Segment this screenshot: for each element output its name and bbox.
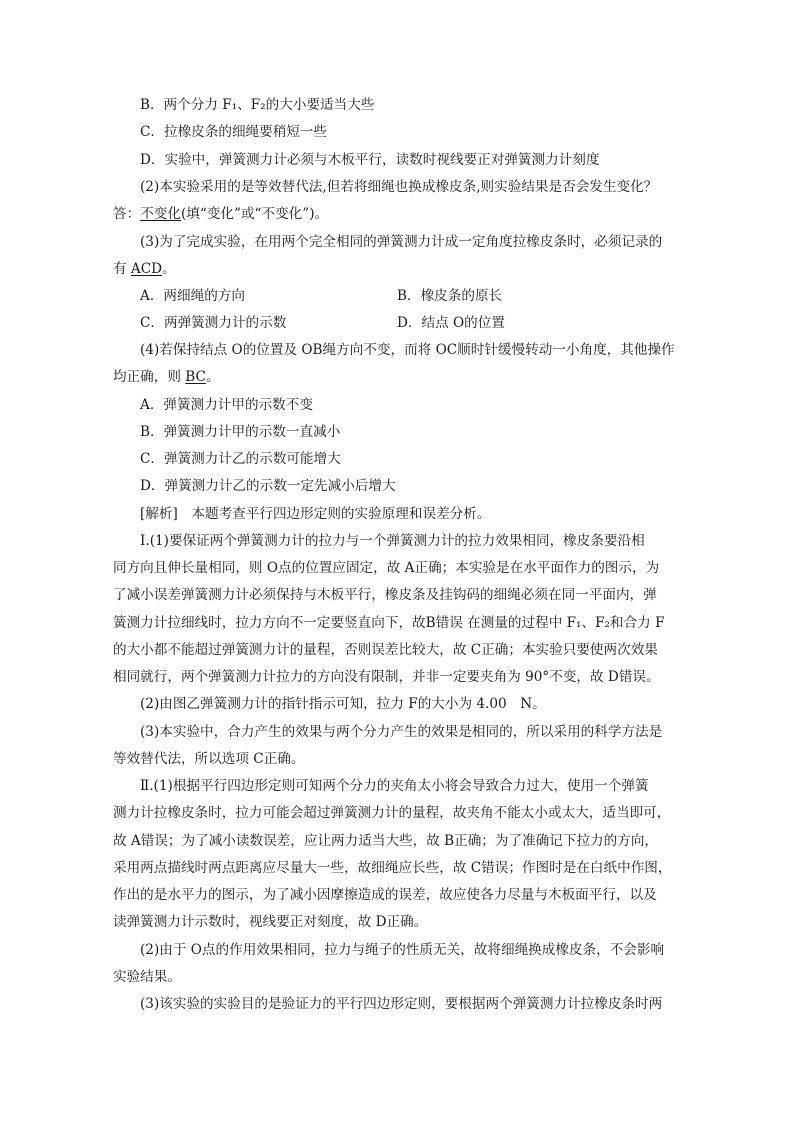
q1-option-d: D．实验中，弹簧测力计必须与木板平行，读数时视线要正对弹簧测力计刻度 — [140, 152, 600, 168]
q4-answer-suffix: 。 — [205, 369, 220, 385]
analysis-p1-line: 簧测力计拉细线时，拉力方向不一定要竖直向下，故B错误 在测量的过程中 F₁、F₂和合力 F — [113, 615, 665, 631]
analysis-p4-line: Ⅱ.(1)根据平行四边形定则可知两个分力的夹角太小将会导致合力过大，使用一个弹簧 — [140, 778, 649, 794]
q1-option-c: C．拉橡皮条的细绳要稍短一些 — [140, 124, 328, 140]
analysis-p4-line: 作出的是水平力的图示，为了减小因摩擦造成的误差，故应使各力尽量与木板面平行，以及 — [113, 887, 657, 903]
analysis-p2: (2)由图乙弹簧测力计的指针指示可知，拉力 F的大小为 4.00 N。 — [140, 696, 546, 712]
q3-answer-line — [113, 260, 176, 278]
q3-option-b: B．橡皮条的原长 — [397, 288, 503, 304]
q4-answer-prefix: 均正确，则 — [113, 369, 186, 385]
q3-question: (3)为了完成实验，在用两个完全相同的弹簧测力计成一定角度拉橡皮条时，必须记录的 — [140, 234, 663, 250]
q4-answer: BC — [185, 369, 206, 385]
analysis-p3-line: (3)本实验中，合力产生的效果与两个分力产生的效果是相同的，所以采用的科学方法是 — [140, 724, 663, 740]
q2-answer: 不变化 — [140, 206, 181, 222]
analysis-p4-line: 采用两点描线时两点距离应尽量大一些，故细绳应长些，故 C错误；作图时是在白纸中作图， — [113, 860, 672, 876]
q4-answer-line — [113, 368, 220, 386]
q3-answer-prefix: 有 — [113, 261, 131, 277]
q3-answer: ACD — [130, 261, 163, 277]
q4-option-c: C．弹簧测力计乙的示数可能增大 — [140, 451, 341, 467]
q2-answer-line — [113, 205, 328, 223]
analysis-p4-line: 故 A错误；为了减小读数误差，应让两力适当大些，故 B正确；为了准确记下拉力的方向， — [113, 833, 659, 849]
analysis-p5-line: 实验结果。 — [113, 969, 181, 985]
q3-option-c: C．两弹簧测力计的示数 — [140, 315, 287, 331]
analysis-p4-line: 读弹簧测力计示数时，视线要正对刻度，故 D正确。 — [113, 914, 428, 930]
analysis-p6-line: (3)该实验的实验目的是验证力的平行四边形定则，要根据两个弹簧测力计拉橡皮条时两 — [140, 996, 663, 1012]
q4-option-d: D．弹簧测力计乙的示数一定先减小后增大 — [140, 478, 396, 494]
analysis-p1-line: 的大小都不能超过弹簧测力计的量程，否则误差比较大，故 C正确；本实验只要使两次效果 — [113, 642, 658, 658]
q2-answer-suffix: (填“变化”或“不变化”)。 — [180, 206, 329, 222]
analysis-p5-line: (2)由于 O点的作用效果相同，拉力与绳子的性质无关，故将细绳换成橡皮条，不会影响 — [140, 942, 665, 958]
analysis-p3-line: 等效替代法，所以选项 C正确。 — [113, 751, 305, 767]
analysis-p1-line: 同方向且伸长量相同，则 O点的位置应固定，故 A正确；本实验是在水平面作力的图示，为 — [113, 560, 660, 576]
analysis-p1-line: 相同就行，两个弹簧测力计拉力的方向没有限制，并非一定要夹角为 90°不变，故 D错误。 — [113, 669, 660, 685]
q4-question: (4)若保持结点 O的位置及 OB绳方向不变，而将 OC顺时针缓慢转动一小角度，其他操作 — [140, 342, 675, 358]
q3-option-a: A．两细绳的方向 — [140, 288, 245, 304]
analysis-p4-line: 测力计拉橡皮条时，拉力可能会超过弹簧测力计的量程，故夹角不能太小或太大，适当即可， — [113, 805, 671, 821]
q3-answer-suffix: 。 — [162, 261, 176, 277]
analysis-p1-line: Ⅰ.(1)要保证两个弹簧测力计的拉力与一个弹簧测力计的拉力效果相同，橡皮条要沿相 — [140, 533, 645, 549]
q4-option-a: A．弹簧测力计甲的示数不变 — [140, 397, 313, 413]
q3-option-d: D．结点 O的位置 — [397, 315, 505, 331]
q2-question: (2)本实验采用的是等效替代法,但若将细绳也换成橡皮条,则实验结果是否会发生变化？ — [140, 179, 658, 195]
q2-answer-prefix: 答： — [113, 206, 141, 222]
analysis-heading: [解析] 本题考查平行四边形定则的实验原理和误差分析。 — [140, 506, 491, 522]
analysis-p1-line: 了减小误差弹簧测力计必须保持与木板平行，橡皮条及挂钩码的细绳必须在同一平面内，弹 — [113, 587, 657, 603]
q1-option-b: B．两个分力 F₁、F₂的大小要适当大些 — [140, 97, 375, 113]
q4-option-b: B．弹簧测力计甲的示数一直减小 — [140, 424, 341, 440]
